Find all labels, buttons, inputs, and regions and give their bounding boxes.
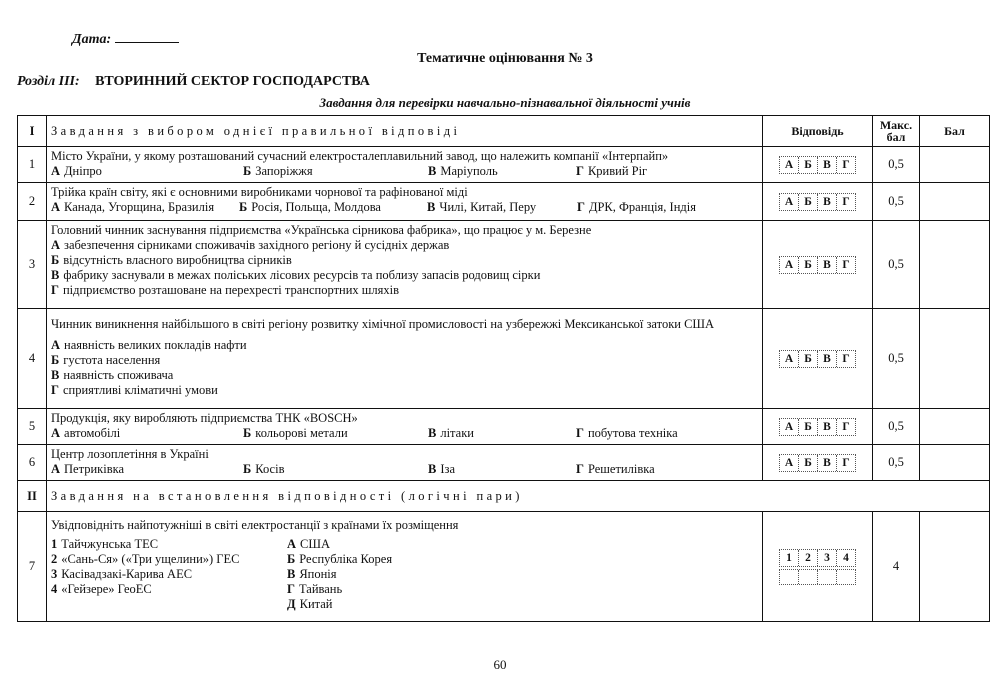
option-letter: В [428, 462, 437, 476]
option-item [51, 353, 758, 368]
option-letter: А [51, 164, 61, 178]
answer-box-в[interactable]: В [818, 455, 837, 471]
max-score-column-header: Макс. бал [873, 116, 920, 147]
matching-number-boxes [779, 549, 856, 567]
option-item [576, 164, 736, 179]
option-item [243, 164, 428, 179]
answer-box-б[interactable]: Б [799, 455, 818, 471]
answer-box-г[interactable]: Г [842, 195, 850, 208]
option-item [51, 426, 243, 441]
score-cell[interactable] [920, 309, 990, 409]
option-letter: В [428, 426, 437, 440]
countries-list [287, 537, 587, 612]
option-letter: Б [287, 552, 296, 566]
answer-box-а[interactable]: А [780, 455, 799, 471]
option-item [576, 462, 736, 477]
score-cell[interactable] [920, 409, 990, 445]
section-one-header-row [18, 116, 990, 147]
option-letter: Г [287, 582, 295, 596]
score-cell[interactable] [920, 221, 990, 309]
option-letter: А [51, 462, 61, 476]
option-text: фабрику заснували в межах поліських лісових ресурсів та поблизу запасів родовищ сірки [63, 268, 541, 282]
option-item [287, 582, 587, 597]
score-cell[interactable] [920, 445, 990, 481]
option-item [577, 200, 777, 215]
option-letter: В [51, 268, 60, 282]
option-item [51, 338, 758, 353]
question-number: 1 [18, 147, 47, 183]
matching-answer-grid [779, 549, 856, 585]
matching-input-box[interactable] [799, 570, 818, 584]
answer-cell [763, 309, 873, 409]
option-item [51, 567, 287, 582]
option-text: Тайчжунська ТЕС [61, 537, 159, 551]
option-text: Іза [440, 462, 455, 476]
option-text: США [300, 537, 331, 551]
section-two-roman: ІІ [18, 481, 47, 512]
option-item [428, 164, 576, 179]
option-item [51, 368, 758, 383]
question-number: 3 [18, 221, 47, 309]
score-column-header: Бал [920, 116, 990, 147]
option-letter: Б [51, 353, 60, 367]
max-score: 0,5 [873, 445, 920, 481]
option-letter: А [51, 238, 61, 252]
matching-input-box[interactable] [837, 570, 855, 584]
option-text: «Сань-Ся» («Три ущелини») ГЕС [61, 552, 240, 566]
options-list [51, 238, 758, 298]
option-letter: А [51, 200, 61, 214]
answer-boxes [779, 193, 856, 211]
max-score: 0,5 [873, 147, 920, 183]
answer-box-в[interactable]: В [818, 419, 837, 435]
matching-letter-boxes [779, 569, 856, 585]
section-name: ВТОРИННИЙ СЕКТОР ГОСПОДАРСТВА [95, 74, 370, 89]
question-cell [47, 183, 763, 221]
answer-box-а[interactable]: А [780, 351, 799, 367]
answer-box-г[interactable]: Г [842, 352, 850, 365]
answer-cell [763, 445, 873, 481]
matching-input-box[interactable] [818, 570, 837, 584]
option-letter: Б [243, 426, 252, 440]
option-letter: В [51, 368, 60, 382]
options-list [51, 462, 758, 477]
option-text: побутова техніка [587, 426, 678, 440]
option-text: Косів [255, 462, 285, 476]
option-text: Японія [299, 567, 337, 581]
section-two-header-row [18, 481, 990, 512]
option-letter: Г [576, 164, 584, 178]
option-item [51, 383, 758, 398]
options-list [51, 338, 758, 398]
option-item [51, 238, 758, 253]
answer-box-г[interactable]: Г [842, 258, 850, 271]
option-letter: В [428, 164, 437, 178]
option-number: 3 [51, 567, 58, 581]
option-text: «Гейзере» ГеоЕС [61, 582, 152, 596]
option-item [51, 200, 239, 215]
question-cell [47, 221, 763, 309]
option-letter: А [51, 338, 61, 352]
option-item [51, 253, 758, 268]
option-item [287, 552, 587, 567]
option-text: сприятливі кліматичні умови [62, 383, 218, 397]
question-cell [47, 445, 763, 481]
option-item [287, 567, 587, 582]
assessment-table [17, 115, 990, 622]
answer-box-в[interactable]: В [818, 257, 837, 273]
section-label: Розділ ІІІ: [17, 74, 80, 89]
question-text: Чинник виникнення найбільшого в світі регіону розвитку хімічної промисловості на узбережжі Мексиканської затоки США [51, 317, 715, 331]
option-letter: Б [51, 253, 60, 267]
option-letter: Г [577, 200, 585, 214]
question-row [18, 445, 990, 481]
question-cell [47, 147, 763, 183]
option-item [51, 164, 243, 179]
option-text: Петриківка [64, 462, 125, 476]
answer-boxes [779, 256, 856, 274]
question-cell [47, 409, 763, 445]
question-number: 7 [18, 512, 47, 622]
options-list [51, 426, 758, 441]
answer-box-2[interactable]: 2 [799, 550, 818, 566]
question-row [18, 309, 990, 409]
matching-lists [51, 537, 758, 612]
answer-cell [763, 409, 873, 445]
option-text: забезпечення сірниками споживачів західного регіону й сусідніх держав [64, 238, 450, 252]
answer-box-а[interactable]: А [780, 419, 799, 435]
section-one-roman: І [18, 116, 47, 147]
option-letter: В [427, 200, 436, 214]
answer-box-в[interactable]: В [818, 194, 837, 210]
option-text: автомобілі [64, 426, 121, 440]
max-score: 0,5 [873, 221, 920, 309]
option-item [51, 268, 758, 283]
question-number: 6 [18, 445, 47, 481]
max-score: 4 [873, 512, 920, 622]
option-text: наявність споживача [63, 368, 174, 382]
option-item [428, 426, 576, 441]
option-letter: А [51, 426, 61, 440]
max-score: 0,5 [873, 309, 920, 409]
answer-boxes [779, 454, 856, 472]
option-text: відсутність власного виробництва сірників [63, 253, 292, 267]
question-cell [47, 309, 763, 409]
score-cell[interactable] [920, 183, 990, 221]
option-text: Республіка Корея [299, 552, 393, 566]
date-blank-line[interactable] [115, 30, 179, 43]
question-row [18, 147, 990, 183]
question-text: Центр лозоплетіння в Україні [51, 447, 209, 461]
option-item [576, 426, 736, 441]
option-text: кольорові метали [255, 426, 348, 440]
option-letter: Б [239, 200, 248, 214]
answer-box-1[interactable]: 1 [780, 550, 799, 566]
date-label: Дата: [72, 32, 112, 47]
option-letter: Д [287, 597, 296, 611]
option-text: Канада, Угорщина, Бразилія [64, 200, 215, 214]
section-two-title: Завдання на встановлення відповідності (логічні пари) [47, 481, 990, 512]
option-number: 4 [51, 582, 58, 596]
option-item [243, 462, 428, 477]
question-text: Головний чинник заснування підприємства «Українська сірникова фабрика», що працює у м. Березне [51, 223, 592, 237]
option-letter: Г [51, 283, 59, 297]
page-title: Тематичне оцінювання № 3 [417, 51, 593, 66]
option-letter: Г [51, 383, 59, 397]
option-item [239, 200, 427, 215]
page-number: 60 [493, 657, 507, 672]
answer-boxes [779, 418, 856, 436]
question-row [18, 409, 990, 445]
option-text: наявність великих покладів нафти [64, 338, 247, 352]
option-number: 2 [51, 552, 58, 566]
question-row [18, 221, 990, 309]
option-item [427, 200, 577, 215]
option-item [287, 537, 587, 552]
answer-box-3[interactable]: 3 [818, 550, 837, 566]
question-text: Трійка країн світу, які є основними виробниками чорнової та рафінованої міді [51, 185, 468, 199]
answer-cell [763, 183, 873, 221]
option-item [428, 462, 576, 477]
option-item [51, 552, 287, 567]
option-item [287, 597, 587, 612]
option-text: Касівадзакі-Карива АЕС [61, 567, 193, 581]
option-text: густота населення [63, 353, 161, 367]
question-row-matching [18, 512, 990, 622]
option-number: 1 [51, 537, 58, 551]
answer-boxes [779, 156, 856, 174]
date-field [72, 30, 179, 48]
answer-boxes [779, 350, 856, 368]
page-subtitle: Завдання для перевірки навчально-пізнавальної діяльності учнів [319, 95, 691, 110]
option-item [51, 537, 287, 552]
option-letter: Г [576, 462, 584, 476]
score-cell[interactable] [920, 147, 990, 183]
answer-box-в[interactable]: В [818, 157, 837, 173]
section-one-title: Завдання з вибором однієї правильної відповіді [47, 116, 763, 147]
option-item [51, 582, 287, 597]
question-text: Місто України, у якому розташований сучасний електросталеплавильний завод, що належить компанії «Інтерпайп» [51, 149, 669, 163]
option-item [243, 426, 428, 441]
options-list [51, 200, 758, 215]
power-stations-list [51, 537, 287, 612]
question-number: 4 [18, 309, 47, 409]
max-score: 0,5 [873, 409, 920, 445]
option-text: літаки [440, 426, 474, 440]
answer-box-а[interactable]: А [780, 257, 799, 273]
answer-column-header: Відповідь [763, 116, 873, 147]
answer-box-4[interactable]: 4 [843, 551, 849, 564]
question-cell [47, 512, 763, 622]
answer-box-в[interactable]: В [818, 351, 837, 367]
option-text: підприємство розташоване на перехресті транспортних шляхів [62, 283, 400, 297]
option-text: Кривий Ріг [587, 164, 648, 178]
options-list [51, 164, 758, 179]
answer-box-б[interactable]: Б [799, 351, 818, 367]
option-text: Дніпро [64, 164, 102, 178]
option-item [51, 283, 758, 298]
option-text: Тайвань [298, 582, 343, 596]
answer-cell [763, 512, 873, 622]
question-text: Продукція, яку виробляють підприємства ТНК «BOSCH» [51, 411, 358, 425]
answer-box-г[interactable]: Г [842, 420, 850, 433]
answer-box-б[interactable]: Б [799, 194, 818, 210]
answer-box-б[interactable]: Б [799, 157, 818, 173]
option-text: Решетилівка [587, 462, 655, 476]
option-letter: В [287, 567, 296, 581]
score-cell[interactable] [920, 512, 990, 622]
option-text: ДРК, Франція, Індія [588, 200, 696, 214]
question-row [18, 183, 990, 221]
question-number: 2 [18, 183, 47, 221]
answer-box-а[interactable]: А [780, 194, 799, 210]
max-score: 0,5 [873, 183, 920, 221]
option-letter: А [287, 537, 297, 551]
option-letter: Г [576, 426, 584, 440]
answer-box-г[interactable]: Г [842, 158, 850, 171]
section-heading [17, 74, 370, 90]
option-text: Запоріжжя [255, 164, 313, 178]
answer-box-б[interactable]: Б [799, 419, 818, 435]
answer-cell [763, 221, 873, 309]
answer-box-а[interactable]: А [780, 157, 799, 173]
option-text: Маріуполь [440, 164, 498, 178]
option-text: Чилі, Китай, Перу [439, 200, 537, 214]
question-text: Увідповідніть найпотужніші в світі електростанції з країнами їх розміщення [51, 518, 459, 532]
option-text: Росія, Польща, Молдова [251, 200, 381, 214]
question-number: 5 [18, 409, 47, 445]
option-text: Китай [299, 597, 333, 611]
answer-box-б[interactable]: Б [799, 257, 818, 273]
answer-box-г[interactable]: Г [842, 456, 850, 469]
matching-input-box[interactable] [780, 570, 799, 584]
option-item [51, 462, 243, 477]
option-letter: Б [243, 462, 252, 476]
answer-cell [763, 147, 873, 183]
option-letter: Б [243, 164, 252, 178]
